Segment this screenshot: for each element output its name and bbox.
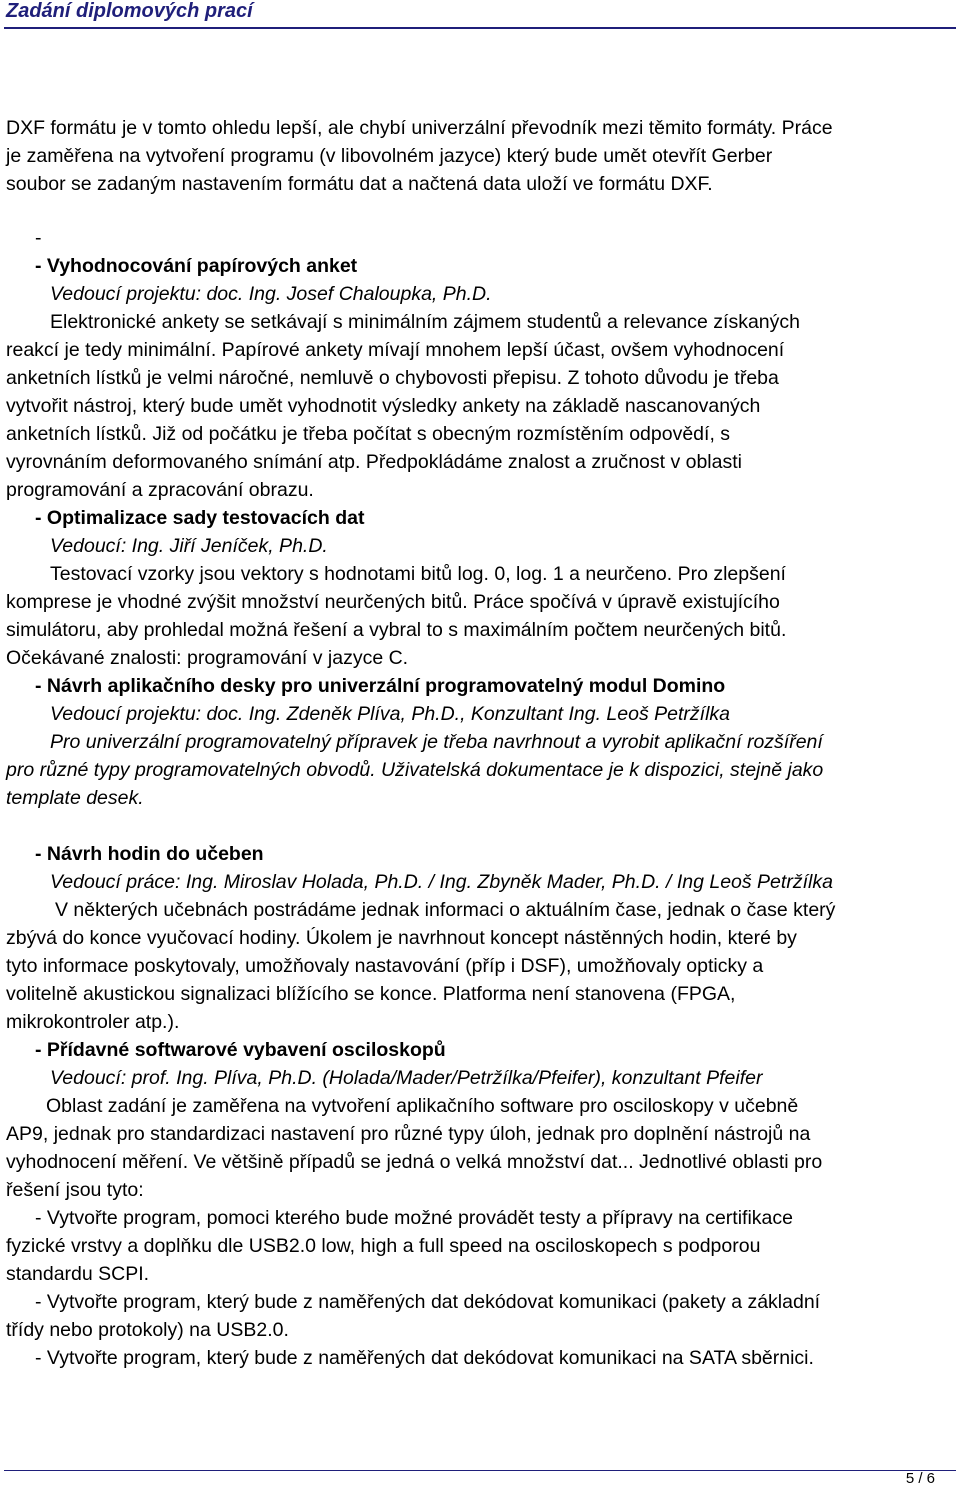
paragraph-line: komprese je vhodné zvýšit množství neurčených bitů. Práce spočívá v úpravě existujícího <box>6 591 780 613</box>
paragraph-line: vyhodnocení měření. Ve většině případů se jedná o velká množství dat... Jednotlivé oblasti pro <box>6 1151 823 1173</box>
section-heading: - Optimalizace sady testovacích dat <box>35 507 365 529</box>
paragraph-line: třídy nebo protokoly) na USB2.0. <box>6 1319 289 1341</box>
paragraph-line: programování a zpracování obrazu. <box>6 479 314 501</box>
paragraph-line: anketních lístků je velmi náročné, nemluvě o chybovosti přepisu. Z tohoto důvodu je třeba <box>6 367 779 389</box>
footer-divider <box>4 1470 956 1471</box>
page-number: 5 / 6 <box>905 1470 935 1487</box>
paragraph-line: Testovací vzorky jsou vektory s hodnotami bitů log. 0, log. 1 a neurčeno. Pro zlepšení <box>50 563 786 585</box>
supervisor-line: Vedoucí práce: Ing. Miroslav Holada, Ph.D. / Ing. Zbyněk Mader, Ph.D. / Ing Leoš Petržílka <box>50 871 833 893</box>
paragraph-line: template desek. <box>6 787 144 809</box>
paragraph-line: anketních lístků. Již od počátku je třeba počítat s obecným rozmístěním odpovědí, s <box>6 423 731 445</box>
paragraph-line: tyto informace poskytovaly, umožňovaly nastavování (příp i DSF), umožňovaly opticky a <box>6 955 764 977</box>
supervisor-line: Vedoucí projektu: doc. Ing. Zdeněk Plíva, Ph.D., Konzultant Ing. Leoš Petržílka <box>50 703 730 725</box>
paragraph-line: simulátoru, aby prohledal možná řešení a vybral to s maximálním počtem neurčených bitů. <box>6 619 787 641</box>
section-heading: - Přídavné softwarové vybavení osciloskopů <box>35 1039 446 1061</box>
paragraph-line: soubor se zadaným nastavením formátu dat a načtená data uloží ve formátu DXF. <box>6 173 713 195</box>
paragraph-line: V některých učebnách postrádáme jednak informaci o aktuálním čase, jednak o čase který <box>55 899 836 921</box>
list-item: - Vytvořte program, pomoci kterého bude možné provádět testy a přípravy na certifikace <box>35 1207 793 1229</box>
header-divider <box>4 27 956 29</box>
paragraph-line: volitelně akustickou signalizaci blížícího se konce. Platforma není stanovena (FPGA, <box>6 983 736 1005</box>
section-heading: - Návrh hodin do učeben <box>35 843 264 865</box>
paragraph-line: zbývá do konce vyučovací hodiny. Úkolem je navrhnout koncept nástěnných hodin, které by <box>6 927 797 949</box>
supervisor-line: Vedoucí: Ing. Jiří Jeníček, Ph.D. <box>50 535 328 557</box>
paragraph-line: mikrokontroler atp.). <box>6 1011 180 1033</box>
paragraph-line: pro různé typy programovatelných obvodů. Uživatelská dokumentace je k dispozici, stejně jako <box>6 759 824 781</box>
section-heading: - Návrh aplikačního desky pro univerzální programovatelný modul Domino <box>35 675 726 697</box>
paragraph-line: fyzické vrstvy a doplňku dle USB2.0 low, high a full speed na osciloskopech s podporou <box>6 1235 761 1257</box>
supervisor-line: Vedoucí projektu: doc. Ing. Josef Chaloupka, Ph.D. <box>50 283 492 305</box>
paragraph-line: AP9, jednak pro standardizaci nastavení pro různé typy úloh, jednak pro doplnění nástrojů na <box>6 1123 811 1145</box>
page-header-title: Zadání diplomových prací <box>6 0 253 22</box>
paragraph-line: Elektronické ankety se setkávají s minimálním zájmem studentů a relevance získaných <box>50 311 800 333</box>
section-heading: - Vyhodnocování papírových anket <box>35 255 358 277</box>
paragraph-line: řešení jsou tyto: <box>6 1179 144 1201</box>
paragraph-line: Očekávané znalosti: programování v jazyce C. <box>6 647 409 669</box>
paragraph-line: vyrovnáním deformovaného snímání atp. Předpokládáme znalost a zručnost v oblasti <box>6 451 742 473</box>
paragraph-line: je zaměřena na vytvoření programu (v libovolném jazyce) který bude umět otevřít Gerber <box>6 145 773 167</box>
paragraph-line: reakcí je tedy minimální. Papírové ankety mívají mnohem lepší účast, ovšem vyhodnocení <box>6 339 785 361</box>
list-item: - Vytvořte program, který bude z naměřených dat dekódovat komunikaci na SATA sběrnici. <box>35 1347 814 1369</box>
paragraph-line: Pro univerzální programovatelný přípravek je třeba navrhnout a vyrobit aplikační rozšíření <box>50 731 823 753</box>
paragraph-line: standardu SCPI. <box>6 1263 150 1285</box>
paragraph-line: Oblast zadání je zaměřena na vytvoření aplikačního software pro osciloskopy v učebně <box>46 1095 799 1117</box>
list-item: - Vytvořte program, který bude z naměřených dat dekódovat komunikaci (pakety a základní <box>35 1291 821 1313</box>
paragraph-line: vytvořit nástroj, který bude umět vyhodnotit výsledky ankety na základě nascanovaných <box>6 395 761 417</box>
supervisor-line: Vedoucí: prof. Ing. Plíva, Ph.D. (Holada/Mader/Petržílka/Pfeifer), konzultant Pfeifer <box>50 1067 763 1089</box>
bullet-dash: - <box>35 227 42 249</box>
paragraph-line: DXF formátu je v tomto ohledu lepší, ale chybí univerzální převodník mezi těmito formáty. Práce <box>6 117 833 139</box>
